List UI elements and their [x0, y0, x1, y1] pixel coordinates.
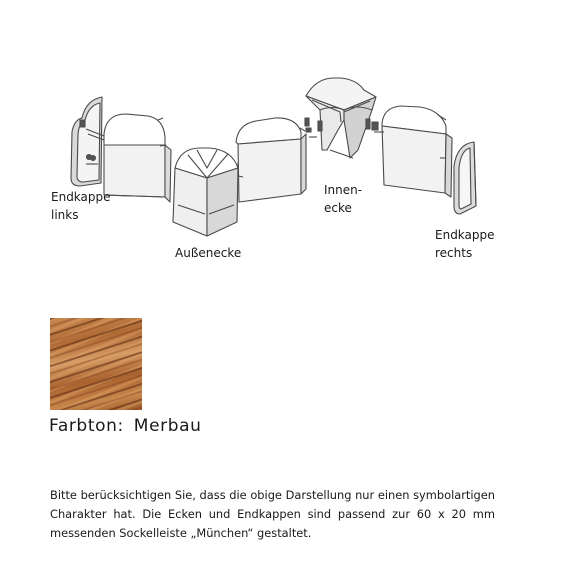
label-endkappe-rechts-line2: rechts [435, 246, 473, 260]
label-endkappe-rechts-line1: Endkappe [435, 228, 495, 242]
skirting-piece-3 [372, 106, 452, 197]
label-innenecke [324, 181, 362, 217]
label-endkappe-links [51, 188, 111, 224]
color-caption [49, 413, 202, 439]
disclaimer-note: Bitte berücksichtigen Sie, dass die obige Darstellung nur einen symbolartigen Charakter hat. Die Ecken und Endkappen sind passend zur 60 x 20 mm messenden Sockelleiste „München“ gestaltet. [50, 488, 495, 541]
label-endkappe-links-line1: Endkappe [51, 190, 111, 204]
skirting-piece-2 [236, 118, 317, 202]
label-innenecke-line2: ecke [324, 201, 352, 215]
label-endkappe-rechts [435, 226, 495, 262]
endcap-left-drawing [71, 97, 104, 186]
outer-corner-drawing [173, 148, 244, 236]
label-aussenecke: Außenecke [175, 246, 242, 260]
inner-corner-drawing [306, 78, 376, 158]
skirting-piece-1 [104, 114, 171, 202]
color-caption-label: Farbton: [49, 416, 124, 436]
endcap-right-drawing [454, 142, 476, 214]
wood-color-swatch [50, 318, 142, 410]
label-innenecke-line1: Innen- [324, 183, 363, 197]
color-caption-value: Merbau [133, 416, 202, 436]
label-endkappe-links-line2: links [51, 208, 79, 222]
